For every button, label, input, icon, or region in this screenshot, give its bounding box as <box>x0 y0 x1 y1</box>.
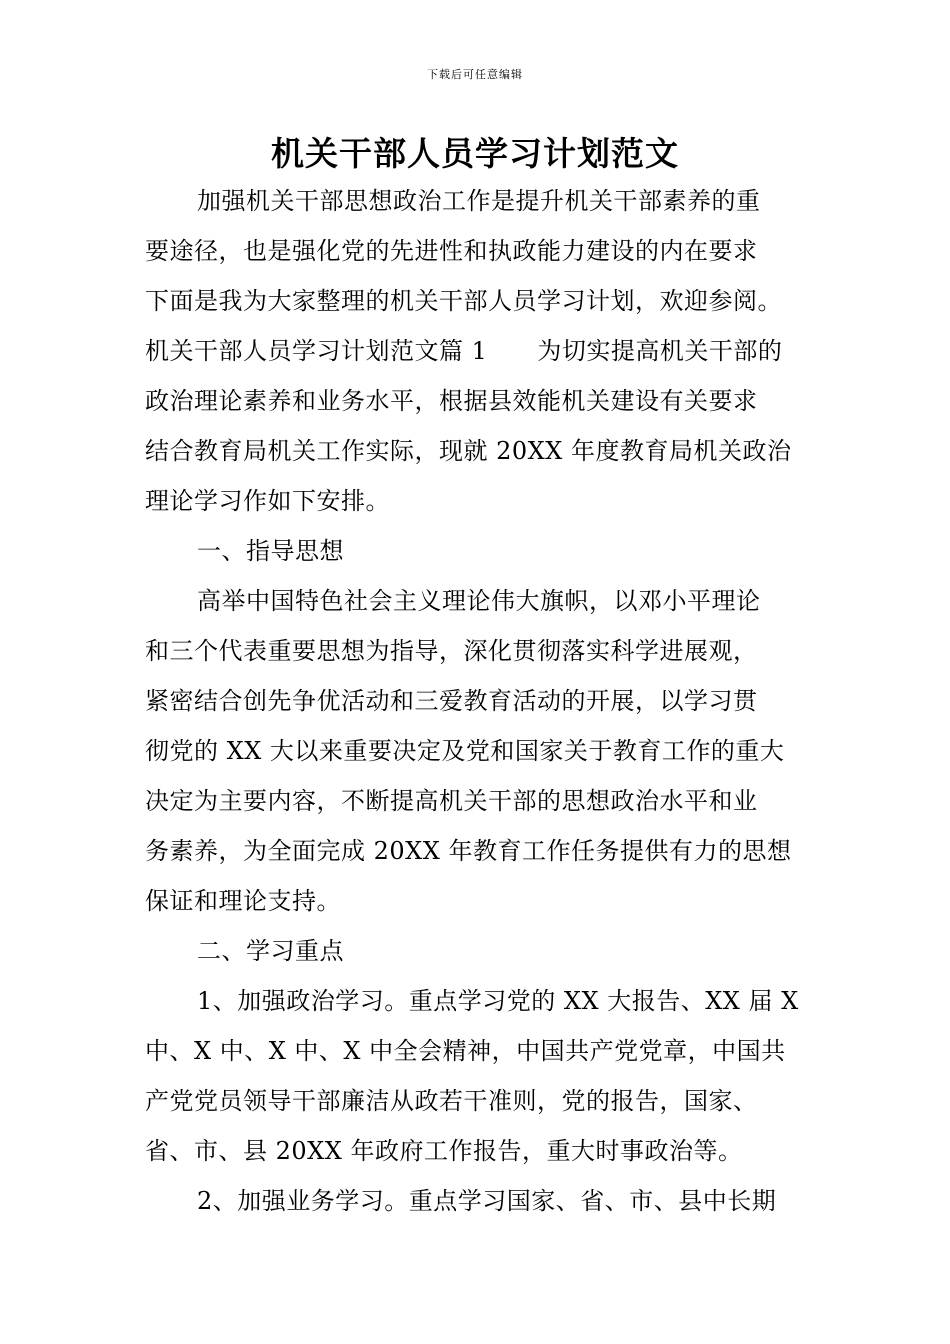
section-heading-article: 机关干部人员学习计划范文篇 1 <box>145 337 488 365</box>
paragraph-line: 2、加强业务学习。重点学习国家、省、市、县中长期 <box>197 1187 777 1215</box>
paragraph-line: 省、市、县 20XX 年政府工作报告，重大时事政治等。 <box>145 1137 743 1165</box>
paragraph-line: 加强机关干部思想政治工作是提升机关干部素养的重 <box>197 187 761 215</box>
paragraph-line: 和三个代表重要思想为指导，深化贯彻落实科学进展观， <box>145 637 758 665</box>
paragraph-line: 政治理论素养和业务水平，根据县效能机关建设有关要求 <box>145 387 758 415</box>
paragraph-line: 要途径，也是强化党的先进性和执政能力建设的内在要求 <box>145 237 758 265</box>
paragraph-line: 决定为主要内容，不断提高机关干部的思想政治水平和业 <box>145 787 758 815</box>
document-title: 机关干部人员学习计划范文 <box>271 134 679 173</box>
paragraph-line: 结合教育局机关工作实际，现就 20XX 年度教育局机关政治 <box>145 437 792 465</box>
header-note: 下载后可任意编辑 <box>427 68 523 81</box>
paragraph-line: 产党党员领导干部廉洁从政若干准则，党的报告，国家、 <box>145 1087 758 1115</box>
paragraph-line: 1、加强政治学习。重点学习党的 XX 大报告、XX 届 X <box>197 987 799 1015</box>
paragraph-line: 紧密结合创先争优活动和三爱教育活动的开展，以学习贯 <box>145 687 758 715</box>
section-heading: 一、指导思想 <box>197 537 344 565</box>
paragraph-line: 理论学习作如下安排。 <box>145 487 390 515</box>
document-body <box>145 176 809 1226</box>
section-heading: 二、学习重点 <box>197 937 344 965</box>
paragraph-line: 务素养，为全面完成 20XX 年教育工作任务提供有力的思想 <box>145 837 792 865</box>
paragraph-text: 为切实提高机关干部的 <box>537 337 783 365</box>
paragraph-line: 高举中国特色社会主义理论伟大旗帜，以邓小平理论 <box>197 587 761 615</box>
paragraph-line: 下面是我为大家整理的机关干部人员学习计划，欢迎参阅。 <box>145 287 782 315</box>
paragraph-line: 保证和理论支持。 <box>145 887 341 915</box>
paragraph-line: 彻党的 XX 大以来重要决定及党和国家关于教育工作的重大 <box>145 737 785 765</box>
paragraph-line <box>145 326 809 376</box>
paragraph-line: 中、X 中、X 中、X 中全会精神，中国共产党党章，中国共 <box>145 1037 786 1065</box>
